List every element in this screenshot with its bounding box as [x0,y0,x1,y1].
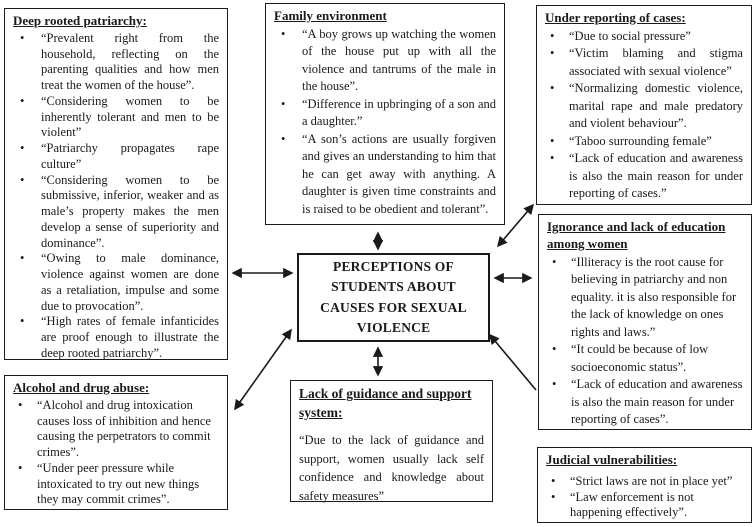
box-title-deep-rooted-patriarchy: Deep rooted patriarchy: [13,13,147,28]
bullet-item: • “Law enforcement is not happening effectively”. [546,490,743,522]
bullet-item: • “Under peer pressure while intoxicated to try out new things they may commit crimes”. [13,461,219,508]
bullet-item: • “Difference in upbringing of a son and a daughter.” [274,96,496,131]
bullet-list [546,474,743,521]
box-under-reporting [536,5,752,205]
bullet-item: • “Lack of education and awareness is also the main reason for under reporting of cases.” [545,150,743,203]
box-title-judicial: Judicial vulnerabilities: [546,452,678,467]
bullet-list [547,254,743,429]
bullet-item: • “Strict laws are not in place yet” [546,474,743,490]
box-deep-rooted-patriarchy [4,8,228,360]
box-title-guidance: Lack of guidance and support system: [299,386,472,420]
box-family-environment [265,3,505,225]
bullet-item: • “Victim blaming and stigma associated with sexual violence” [545,45,743,80]
bullet-list [545,28,743,203]
box-judicial-vulnerabilities [537,447,752,523]
guidance-quote: “Due to the lack of guidance and support, women usually lack self confidence and knowledge about safety measures” [299,432,484,504]
bullet-list [13,31,219,362]
bullet-item: • “Patriarchy propagates rape culture” [13,141,219,173]
bullet-item: • “Lack of education and awareness is also the main reason for under reporting of cases”. [547,376,743,429]
arrow-ignorance-central-diagonal [490,335,536,390]
bullet-item: • “A son’s actions are usually forgiven and gives an understanding to him that he can get away with anything. A daughter is given time constraints and is raised to be obedient and tolerant”. [274,131,496,219]
box-title-alcohol: Alcohol and drug abuse: [13,380,150,395]
box-title-ignorance: Ignorance and lack of education among women [547,219,726,251]
box-title-under-reporting: Under reporting of cases: [545,10,686,25]
box-central-perceptions [297,253,490,342]
bullet-item: • “Alcohol and drug intoxication causes loss of inhibition and hence causing the perpetrators to commit crimes”. [13,398,219,461]
box-title-family-environment: Family environment [274,8,387,23]
bullet-item: • “Considering women to be submissive, inferior, weaker and as male’s property makes the men develop a sense of superiority and dominance”. [13,173,219,252]
bullet-list [274,26,496,219]
bullet-item: • “High rates of female infanticides are proof enough to illustrate the deep rooted patriarchy”. [13,314,219,361]
central-title: PERCEPTIONS OF STUDENTS ABOUT CAUSES FOR SEXUAL VIOLENCE [320,259,467,335]
bullet-item: • “Illiteracy is the root cause for believing in patriarchy and non equality. it is also responsible for the lack of knowledge on ones rights and laws.” [547,254,743,342]
bullet-item: • “It could be because of low socioeconomic status”. [547,341,743,376]
bullet-item: • “A boy grows up watching the women of the house put up with all the violence and tantrums of the male in the house”. [274,26,496,96]
bullet-item: • “Taboo surrounding female” [545,133,743,151]
bullet-item: • “Owing to male dominance, violence against women are done as a retaliation, impulse and some due to provocation”. [13,251,219,314]
bullet-item: • “Due to social pressure” [545,28,743,46]
box-lack-of-guidance [290,380,493,502]
bullet-list [13,398,219,508]
bullet-item: • “Considering women to be inherently tolerant and men to be violent” [13,94,219,141]
box-ignorance-lack-of-education [538,214,752,430]
arrow-alcohol-central [235,330,291,409]
box-alcohol-drug-abuse [4,375,228,510]
bullet-item: • “Prevalent right from the household, reflecting on the parenting qualities and how men treat the women of the house”. [13,31,219,94]
bullet-item: • “Normalizing domestic violence, marital rape and male predatory and violent behaviour”. [545,80,743,133]
